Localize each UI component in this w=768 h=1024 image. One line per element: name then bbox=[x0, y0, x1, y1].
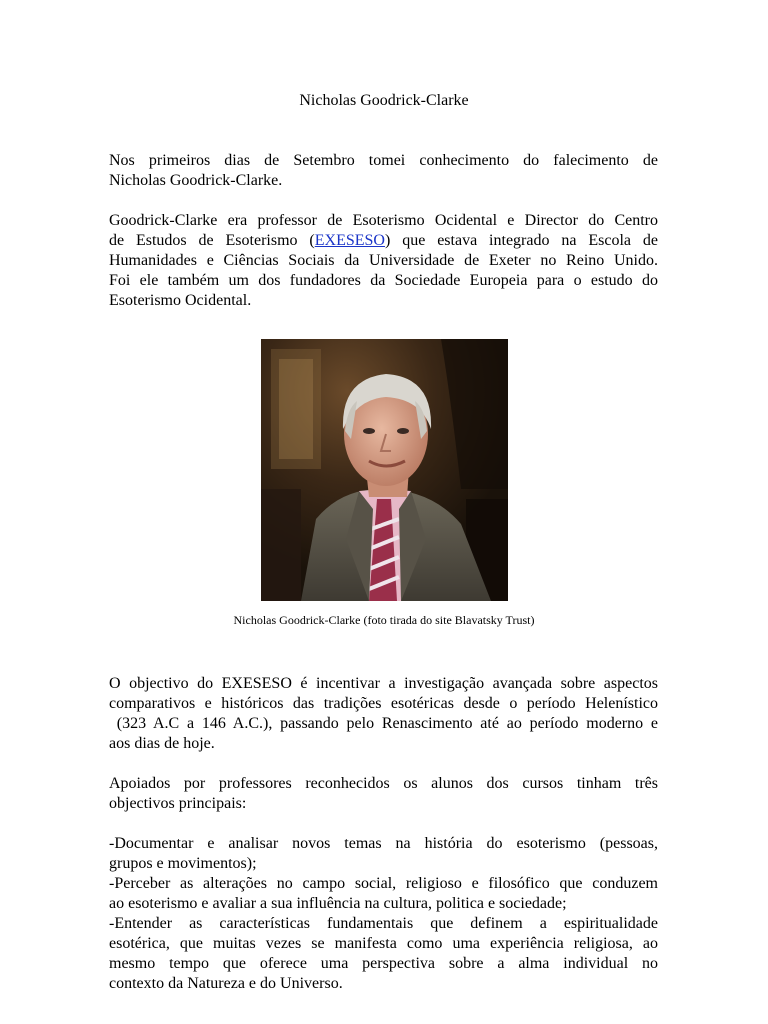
paragraph-line: Humanidades e Ciências Sociais da Universidade de Exeter no Reino Unido. bbox=[109, 252, 658, 269]
portrait-illustration bbox=[261, 339, 508, 601]
page-title: Nicholas Goodrick-Clarke bbox=[299, 92, 469, 109]
list-item-line: mesmo tempo que oferece uma perspectiva sobre a alma individual no bbox=[109, 955, 658, 972]
text-segment: de Estudos de Esoterismo ( bbox=[109, 232, 315, 249]
list-item-line: -Perceber as alterações no campo social, religioso e filosófico que conduzem bbox=[109, 875, 658, 892]
paragraph-line-with-link bbox=[109, 231, 658, 251]
text-segment: ) que estava integrado na Escola de bbox=[384, 232, 658, 249]
paragraph-line: aos dias de hoje. bbox=[109, 735, 215, 752]
paragraph-line: (323 A.C a 146 A.C.), passando pelo Renascimento até ao período moderno e bbox=[109, 715, 658, 732]
list-item-line: esotérica, que muitas vezes se manifesta como uma experiência religiosa, ao bbox=[109, 935, 658, 952]
paragraph-goals-list bbox=[109, 834, 658, 994]
exeseso-link[interactable]: EXESESO bbox=[314, 232, 385, 249]
list-item-line: ao esoterismo e avaliar a sua influência na cultura, politica e sociedade; bbox=[109, 895, 567, 912]
paragraph-supported bbox=[109, 774, 658, 814]
paragraph-line: Apoiados por professores reconhecidos os alunos dos cursos tinham três bbox=[109, 775, 658, 792]
portrait-photo bbox=[261, 339, 508, 601]
list-item-line: contexto da Natureza e do Universo. bbox=[109, 975, 343, 992]
paragraph-line: Esoterismo Ocidental. bbox=[109, 292, 252, 309]
paragraph-line: comparativos e históricos das tradições esotéricas desde o período Helenístico bbox=[109, 695, 658, 712]
photo-caption: Nicholas Goodrick-Clarke (foto tirada do site Blavatsky Trust) bbox=[233, 613, 535, 627]
list-item-line: -Entender as características fundamentais que definem a espiritualidade bbox=[109, 915, 658, 932]
list-item-line: -Documentar e analisar novos temas na história do esoterismo (pessoas, bbox=[109, 835, 658, 852]
paragraph-bio bbox=[109, 211, 658, 311]
list-item-line: grupos e movimentos); bbox=[109, 855, 257, 872]
paragraph-line: objectivos principais: bbox=[109, 795, 247, 812]
paragraph-line: Goodrick-Clarke era professor de Esoterismo Ocidental e Director do Centro bbox=[109, 212, 658, 229]
paragraph-line: O objectivo do EXESESO é incentivar a investigação avançada sobre aspectos bbox=[109, 675, 658, 692]
paragraph-line: Nos primeiros dias de Setembro tomei conhecimento do falecimento de bbox=[109, 152, 658, 169]
paragraph-line: Nicholas Goodrick-Clarke. bbox=[109, 172, 283, 189]
paragraph-intro bbox=[109, 151, 658, 191]
paragraph-objective bbox=[109, 674, 658, 754]
paragraph-line: Foi ele também um dos fundadores da Sociedade Europeia para o estudo do bbox=[109, 272, 658, 289]
